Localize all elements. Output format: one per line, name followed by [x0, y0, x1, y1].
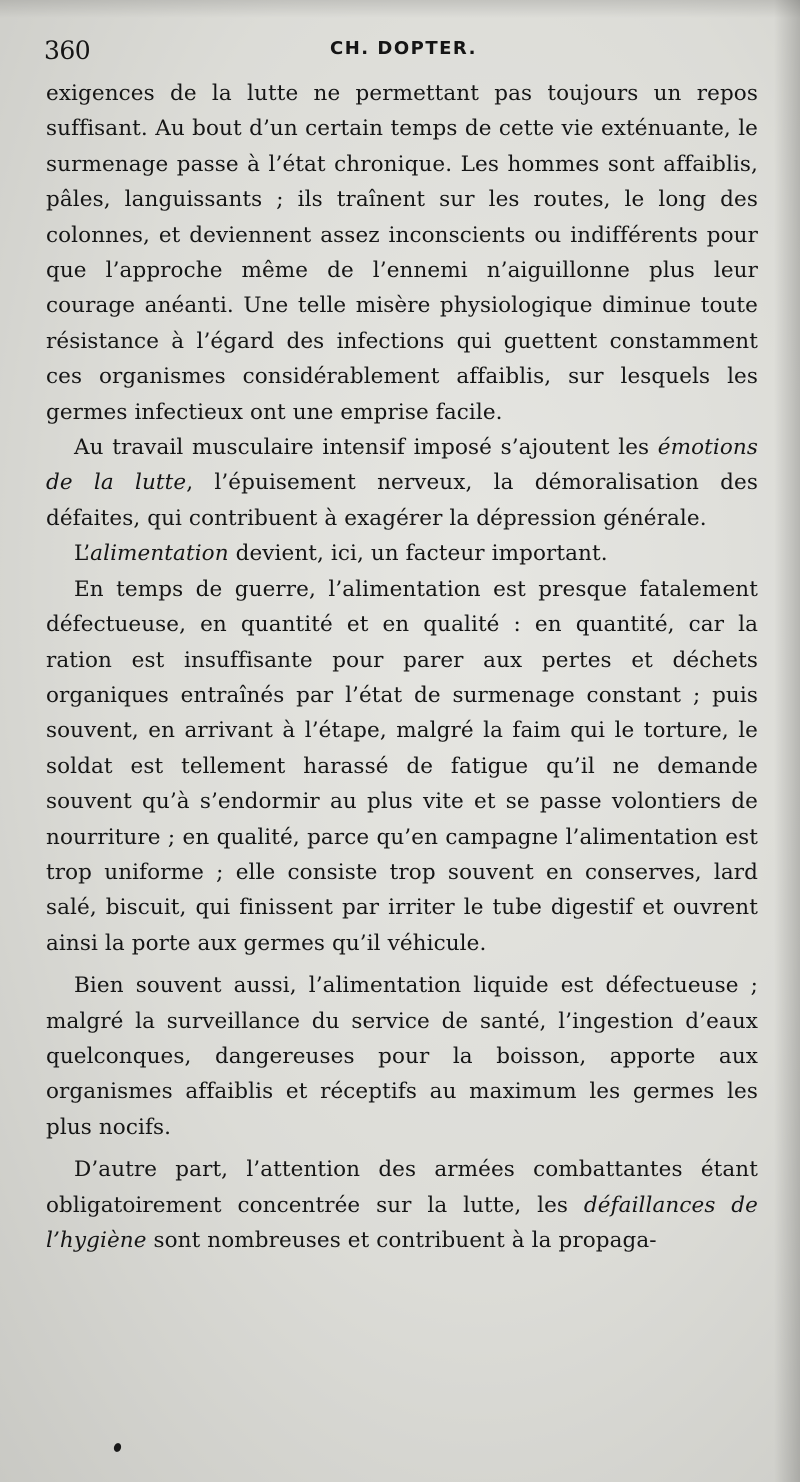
italic-term-hygiene: défaillances de l’hygiène [46, 1192, 758, 1253]
paragraph-text: , l’épuisement nerveux, la démoralisation des défaites, qui contribuent à exagérer la dépression générale. [46, 470, 758, 531]
page-number: 360 [44, 36, 91, 65]
paragraph-continuation: exigences de la lutte ne permettant pas toujours un repos suffisant. Au bout d’un certain temps de cette vie exténuante, le surmenage passe à l’état chronique. Les hommes sont affaiblis, pâles, languissants ; ils traînent sur les routes, le long des colonnes, et deviennent assez inconscients ou indifférents pour que l’approche même de l’ennemi n’aiguillonne plus leur courage anéanti. Une telle misère physiologique diminue toute résistance à l’égard des infections qui guettent constamment ces organismes considérablement affaiblis, sur lesquels les germes infectieux ont une emprise facile. [46, 81, 758, 425]
paragraph-emotions [46, 430, 758, 536]
paragraph-war-food: En temps de guerre, l’alimentation est presque fatalement défectueuse, en quantité et en qualité : en quantité, car la ration est insuffisante pour parer aux pertes et déchets organiques entraînés par l’état de surmenage constant ; puis souvent, en arrivant à l’étape, malgré la faim qui le torture, le soldat est tellement harassé de fatigue qu’il ne demande souvent qu’à s’endormir au plus vite et se passe volontiers de nourriture ; en qualité, parce qu’en campagne l’alimentation est trop uniforme ; elle consiste trop souvent en conserves, lard salé, biscuit, qui finissent par irriter le tube digestif et ouvrent ainsi la porte aux germes qu’il véhicule. [46, 576, 758, 956]
paragraph-hygiene [46, 1152, 758, 1258]
body-text [46, 76, 758, 1258]
paragraph-text: D’autre part, l’attention des armées combattantes étant obligatoirement concentrée sur la lutte, les [46, 1157, 758, 1218]
ink-blot [113, 1442, 123, 1453]
page-header [44, 36, 760, 70]
paragraph-text: sont nombreuses et contribuent à la propaga- [146, 1228, 657, 1253]
paragraph-text: L’ [74, 541, 91, 567]
running-head: CH. DOPTER. [330, 38, 477, 59]
paragraph-liquid-food: Bien souvent aussi, l’alimentation liquide est défectueuse ; malgré la surveillance du service de santé, l’ingestion d’eaux quelconques, dangereuses pour la boisson, apporte aux organismes affaiblis et réceptifs au maximum les germes les plus nocifs. [46, 973, 758, 1140]
paragraph-text: devient, ici, un facteur important. [228, 541, 608, 567]
italic-term-alimentation: alimentation [90, 541, 229, 567]
paragraph-alimentation [46, 536, 758, 571]
paragraph-text: Au travail musculaire intensif imposé s’ajoutent les [74, 435, 658, 461]
italic-term-emotions: émotions de la lutte [46, 435, 758, 496]
